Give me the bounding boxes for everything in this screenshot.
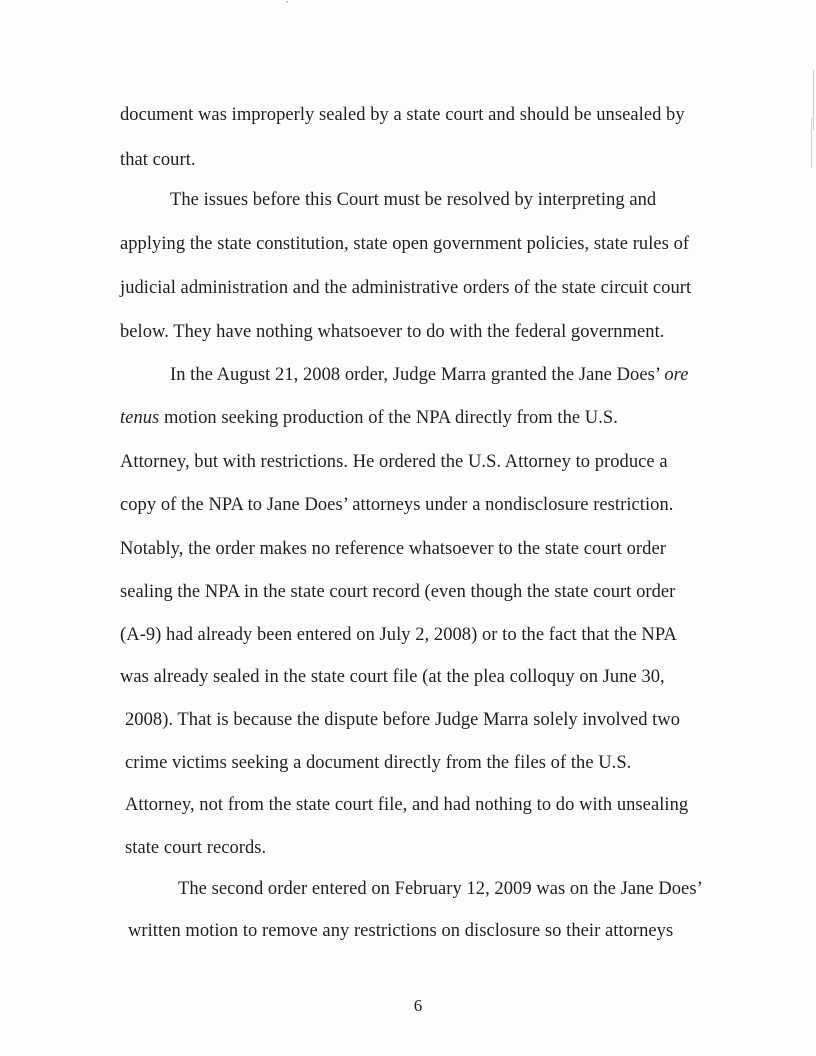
scan-edge-mark [813, 70, 814, 130]
text-line: 2008). That is because the dispute before Judge Marra solely involved two [125, 710, 681, 730]
text-line: applying the state constitution, state open government policies, state rules of [120, 234, 690, 254]
text-line: was already sealed in the state court file (at the plea colloquy on June 30, [120, 667, 665, 687]
text-line: sealing the NPA in the state court record (even though the state court order [120, 582, 676, 602]
text-line: copy of the NPA to Jane Does’ attorneys under a nondisclosure restriction. [120, 495, 674, 515]
text-line: (A-9) had already been entered on July 2, 2008) or to the fact that the NPA [120, 625, 677, 645]
italic-term: tenus [120, 408, 160, 428]
text-run: In the August 21, 2008 order, Judge Marra granted the Jane Does’ [170, 365, 665, 385]
text-line: crime victims seeking a document directly from the files of the U.S. [125, 753, 632, 773]
scan-speck [286, 1, 288, 3]
page-number: 6 [413, 996, 423, 1015]
text-run: motion seeking production of the NPA directly from the U.S. [159, 408, 618, 428]
scan-edge-mark [811, 118, 812, 168]
text-line: document was improperly sealed by a state court and should be unsealed by [120, 105, 685, 125]
text-line: Attorney, not from the state court file, and had nothing to do with unsealing [125, 795, 689, 815]
text-line: below. They have nothing whatsoever to do with the federal government. [120, 322, 665, 342]
text-line: state court records. [125, 838, 267, 858]
italic-term: ore [664, 365, 689, 385]
text-line: Notably, the order makes no reference whatsoever to the state court order [120, 539, 666, 559]
text-line: The second order entered on February 12, 2009 was on the Jane Does’ [178, 879, 703, 899]
text-line: judicial administration and the administrative orders of the state circuit court [120, 278, 692, 298]
text-line: written motion to remove any restrictions on disclosure so their attorneys [128, 921, 674, 941]
text-line: Attorney, but with restrictions. He ordered the U.S. Attorney to produce a [120, 452, 668, 472]
text-line: The issues before this Court must be resolved by interpreting and [170, 190, 657, 210]
text-line: that court. [120, 150, 196, 170]
text-line [170, 363, 688, 387]
text-line [120, 406, 618, 430]
